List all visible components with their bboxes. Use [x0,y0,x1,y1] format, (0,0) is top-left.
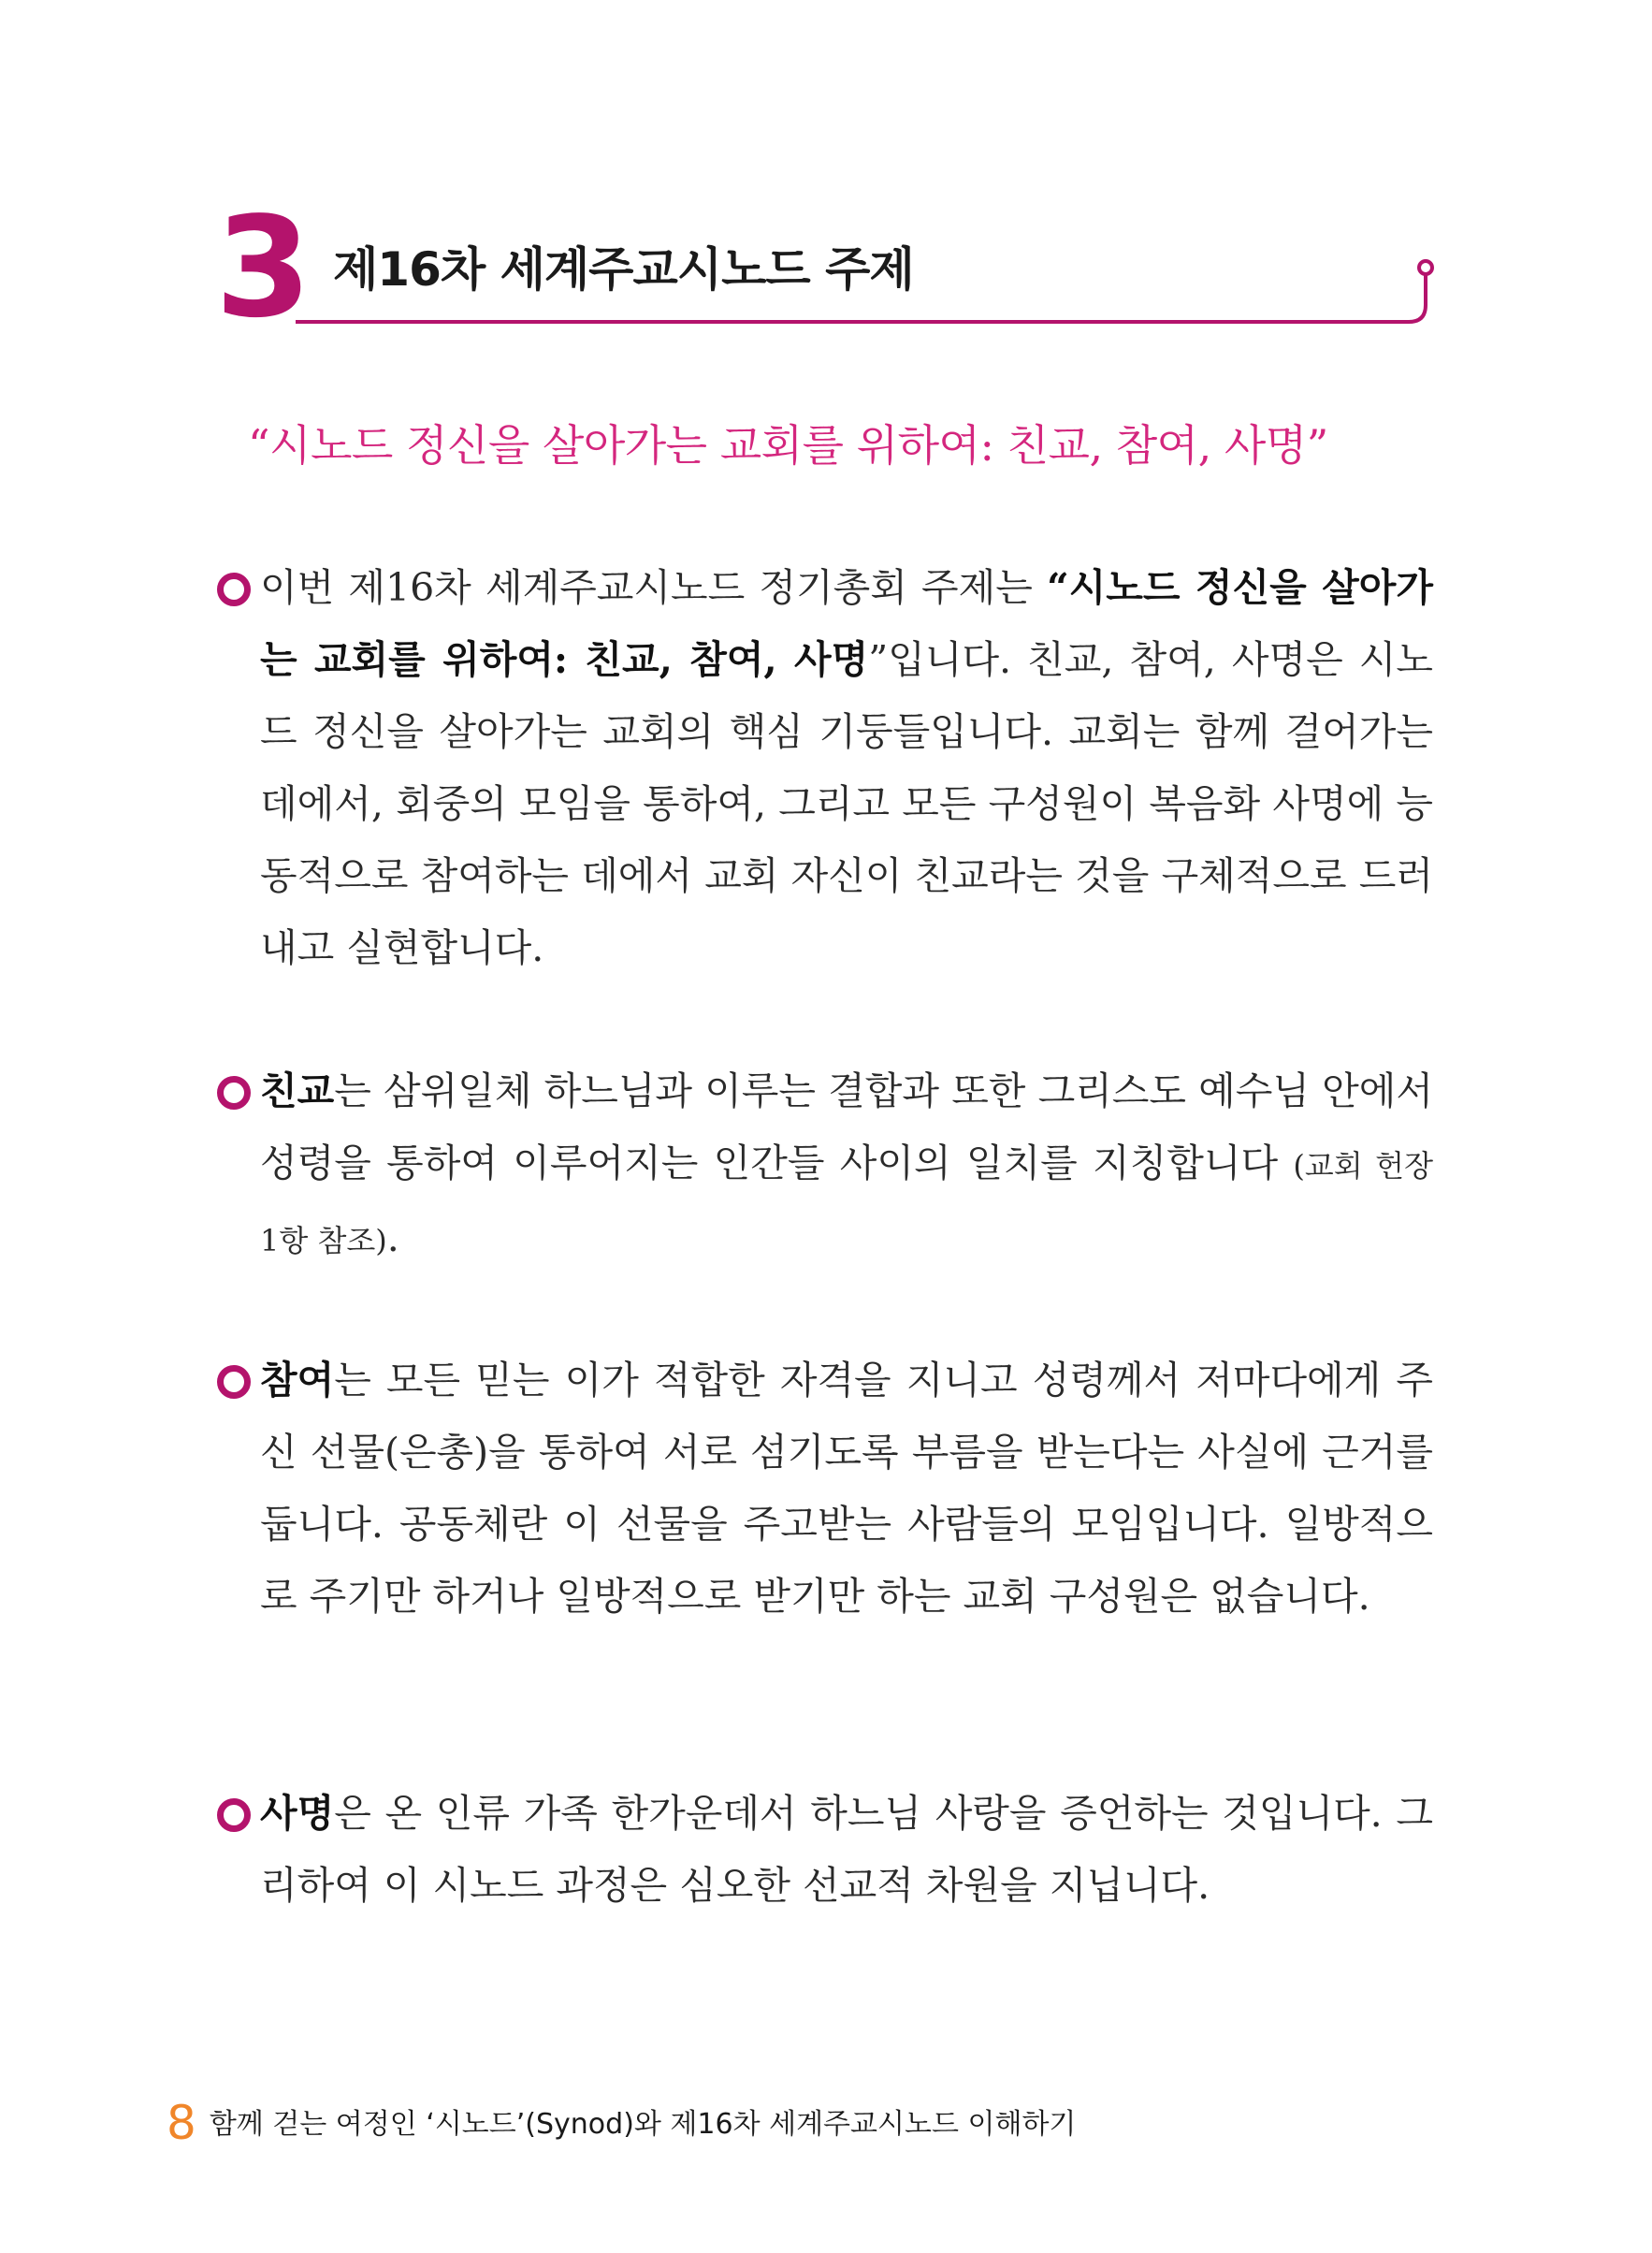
paragraph-theme [217,552,1433,984]
synod-theme-quote: “시노드 정신을 살아가는 교회를 위하여: 친교, 참여, 사명” [248,420,1328,471]
page-footer [167,2096,1076,2150]
reference-citation: (교회 헌장 1항 참조) [260,1148,1433,1258]
bullet-icon [217,1365,251,1399]
chapter-number: 3 [215,187,308,348]
page-number: 8 [167,2096,196,2150]
section-title: 제16차 세계주교시노드 주제 [333,242,914,297]
paragraph-text: 친교는 삼위일체 하느님과 이루는 결합과 또한 그리스도 예수님 안에서 성령을 통하여 이루어지는 인간들 사이의 일치를 지칭합니다 (교회 헌장 1항 참조). [260,1068,1433,1260]
bullet-icon [217,1076,251,1110]
bold-theme: “시노드 정신을 살아가는 교회를 위하여: 친교, 참여, 사명 [260,565,1433,682]
term-mission: 사명 [260,1791,335,1836]
paragraph-participation [217,1345,1433,1633]
title-underline [296,254,1437,329]
paragraph-text: 참여는 모든 믿는 이가 적합한 자격을 지니고 성령께서 저마다에게 주신 선물(은총)을 통하여 서로 섬기도록 부름을 받는다는 사실에 근거를 둡니다. 공동체란 이 선물을 주고받는 사람들의 모임입니다. 일방적으로 주기만 하거나 일방적으로 받기만 하는 교회 구성원은 없습니다. [260,1358,1433,1619]
bullet-icon [217,1798,251,1832]
paragraph-mission [217,1778,1433,1922]
paragraph-text: 이번 제16차 세계주교시노드 정기총회 주제는 “시노드 정신을 살아가는 교회를 위하여: 친교, 참여, 사명”입니다. 친교, 참여, 사명은 시노드 정신을 살아가는 교회의 핵심 기둥들입니다. 교회는 함께 걸어가는 데에서, 회중의 모임을 통하여, 그리고 모든 구성원이 복음화 사명에 능동적으로 참여하는 데에서 교회 자신이 친교라는 것을 구체적으로 드러내고 실현합니다. [260,565,1433,970]
paragraph-text: 사명은 온 인류 가족 한가운데서 하느님 사랑을 증언하는 것입니다. 그리하여 이 시노드 과정은 심오한 선교적 차원을 지닙니다. [260,1791,1433,1908]
bullet-icon [217,573,251,606]
paragraph-communion [217,1055,1433,1277]
book-title: 함께 걷는 여정인 ‘시노드’(Synod)와 제16차 세계주교시노드 이해하기 [209,2108,1077,2141]
term-participation: 참여 [260,1358,335,1403]
term-communion: 친교 [260,1068,335,1113]
